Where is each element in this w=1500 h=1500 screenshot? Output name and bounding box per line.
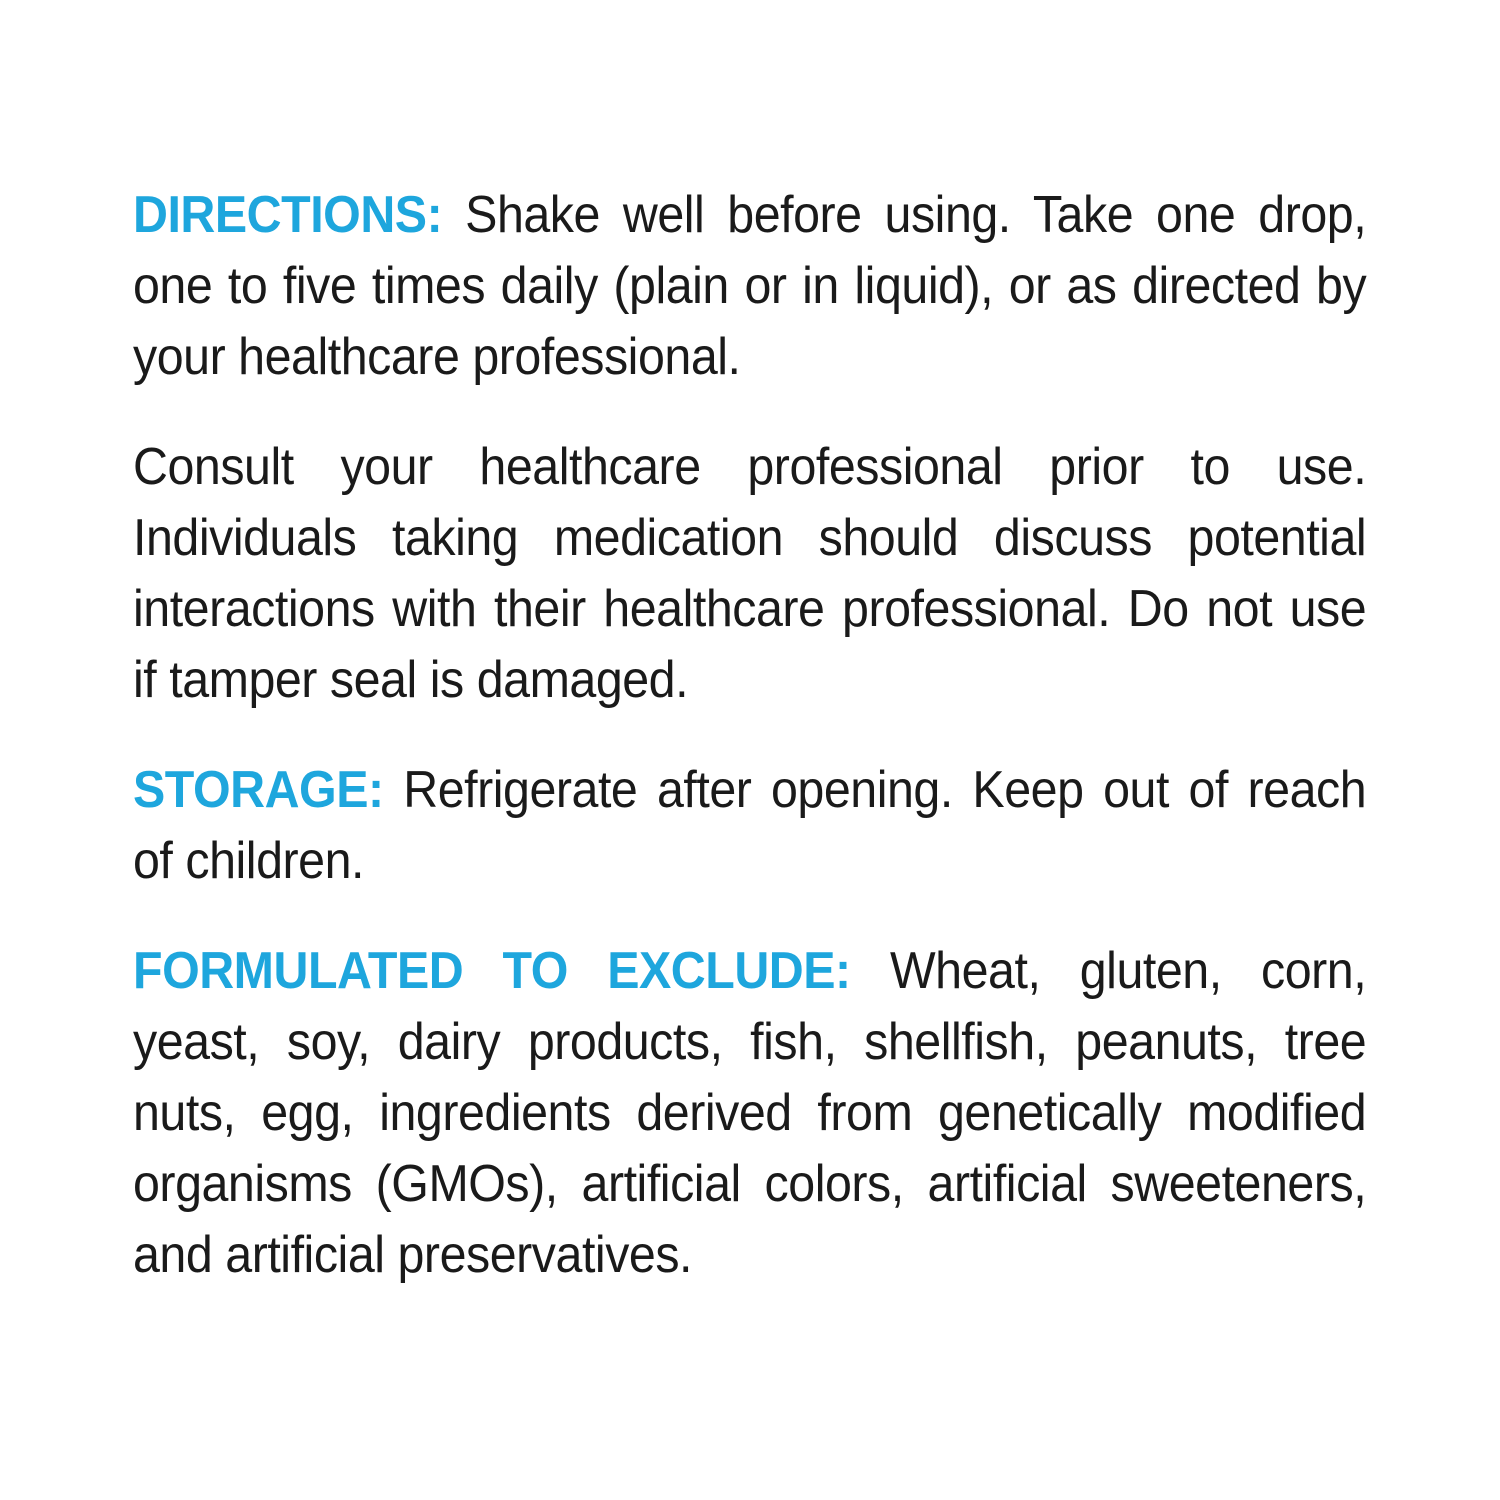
exclusions-text: Wheat, gluten, corn, yeast, soy, dairy products, fish, shellfish, peanuts, tree nuts, egg, ingredients derived from genetically modified organisms (GMOs), artificial colors, artificial sweeteners, and artificial preservatives. — [133, 942, 1367, 1284]
exclusions-paragraph — [133, 936, 1366, 1291]
storage-text: Refrigerate after opening. Keep out of reach of children. — [133, 761, 1367, 890]
directions-text: Shake well before using. Take one drop, one to five times daily (plain or in liquid), or as directed by your healthcare professional. — [133, 186, 1367, 386]
warning-paragraph — [133, 432, 1366, 716]
label-text-block — [133, 180, 1366, 1330]
storage-heading: STORAGE: — [133, 761, 384, 819]
directions-heading: DIRECTIONS: — [133, 186, 443, 244]
exclusions-heading: FORMULATED TO EXCLUDE: — [133, 942, 851, 1000]
warning-text: Consult your healthcare professional prior to use. Individuals taking medication should discuss potential interactions with their healthcare professional. Do not use if tamper seal is damaged. — [133, 438, 1367, 709]
directions-paragraph — [133, 180, 1366, 393]
storage-paragraph — [133, 755, 1366, 897]
